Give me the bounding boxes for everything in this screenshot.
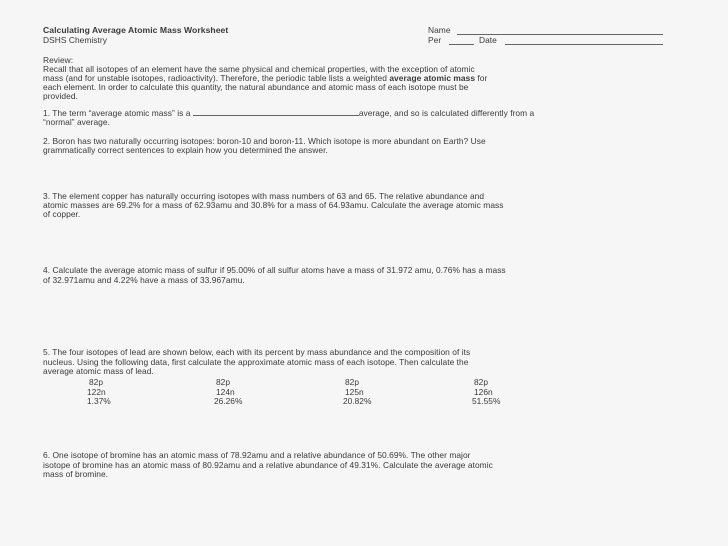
- isotope-3-protons: 82p: [345, 377, 359, 387]
- worksheet-title: Calculating Average Atomic Mass Worksheet: [43, 25, 229, 35]
- question-1-line-1: [43, 108, 534, 119]
- question-4-line-2: of 32.971amu and 4.22% have a mass of 33.967amu.: [43, 275, 245, 285]
- isotope-4-neutrons: 126n: [474, 387, 493, 397]
- question-6-line-1: 6. One isotope of bromine has an atomic mass of 78.92amu and a relative abundance of 50.69%. The other major: [43, 450, 471, 460]
- isotope-3-neutrons: 125n: [345, 387, 364, 397]
- review-line-3: each element. In order to calculate this quantity, the natural abundance and atomic mass of each isotope must be: [43, 82, 469, 92]
- isotope-2-protons: 82p: [216, 377, 230, 387]
- isotope-2-abundance: 26.26%: [214, 396, 243, 406]
- question-1-line-2: “normal” average.: [43, 117, 110, 127]
- question-1-end: average, and so is calculated differently from a: [358, 108, 535, 118]
- isotope-1-abundance: 1.37%: [87, 396, 111, 406]
- question-3-line-2: atomic masses are 69.2% for a mass of 62.93amu and 30.8% for a mass of 64.93amu. Calculate the average atomic mass: [43, 200, 504, 210]
- isotope-4-abundance: 51.55%: [472, 396, 501, 406]
- isotope-2-neutrons: 124n: [216, 387, 235, 397]
- review-line-1: Recall that all isotopes of an element have the same physical and chemical properties, with the exception of atomic: [43, 64, 475, 74]
- name-label: Name: [428, 25, 451, 35]
- question-6-line-2: isotope of bromine has an atomic mass of 80.92amu and a relative abundance of 49.31%. Calculate the average atomic: [43, 460, 493, 470]
- question-3-line-3: of copper.: [43, 209, 81, 219]
- review-line-4: provided.: [43, 91, 78, 101]
- question-5-line-1: 5. The four isotopes of lead are shown below, each with its percent by mass abundance and the composition of its: [43, 347, 471, 357]
- question-1-start: 1. The term “average atomic mass” is a: [43, 108, 193, 118]
- review-heading: Review:: [43, 55, 74, 65]
- review-line-2-end: for: [475, 73, 488, 83]
- isotope-1-protons: 82p: [89, 377, 103, 387]
- question-4-line-1: 4. Calculate the average atomic mass of sulfur if 95.00% of all sulfur atoms have a mass of 31.972 amu, 0.76% has a mass: [43, 265, 506, 275]
- review-line-2-text: mass (and for unstable isotopes, radioactivity). Therefore, the periodic table lists a weighted: [43, 73, 390, 83]
- period-field-line: [449, 44, 474, 45]
- question-2-line-2: grammatically correct sentences to explain how you determined the answer.: [43, 145, 328, 155]
- question-5-line-3: average atomic mass of lead.: [43, 366, 154, 376]
- date-field-line: [505, 44, 663, 45]
- period-label: Per: [428, 35, 442, 45]
- question-1-answer-blank: [193, 108, 359, 116]
- isotope-3-abundance: 20.82%: [343, 396, 372, 406]
- date-label: Date: [479, 35, 497, 45]
- isotope-1-neutrons: 122n: [87, 387, 106, 397]
- isotope-4-protons: 82p: [474, 377, 488, 387]
- question-6-line-3: mass of bromine.: [43, 469, 109, 479]
- review-bold-term: average atomic mass: [389, 73, 476, 83]
- question-5-line-2: nucleus. Using the following data, first calculate the approximate atomic mass of each isotope. Then calculate the: [43, 357, 469, 367]
- question-3-line-1: 3. The element copper has naturally occurring isotopes with mass numbers of 63 and 65. The relative abundance and: [43, 191, 485, 201]
- question-2-line-1: 2. Boron has two naturally occurring isotopes: boron-10 and boron-11. Which isotope is more abundant on Earth? Use: [43, 136, 486, 146]
- course-subtitle: DSHS Chemistry: [43, 35, 107, 45]
